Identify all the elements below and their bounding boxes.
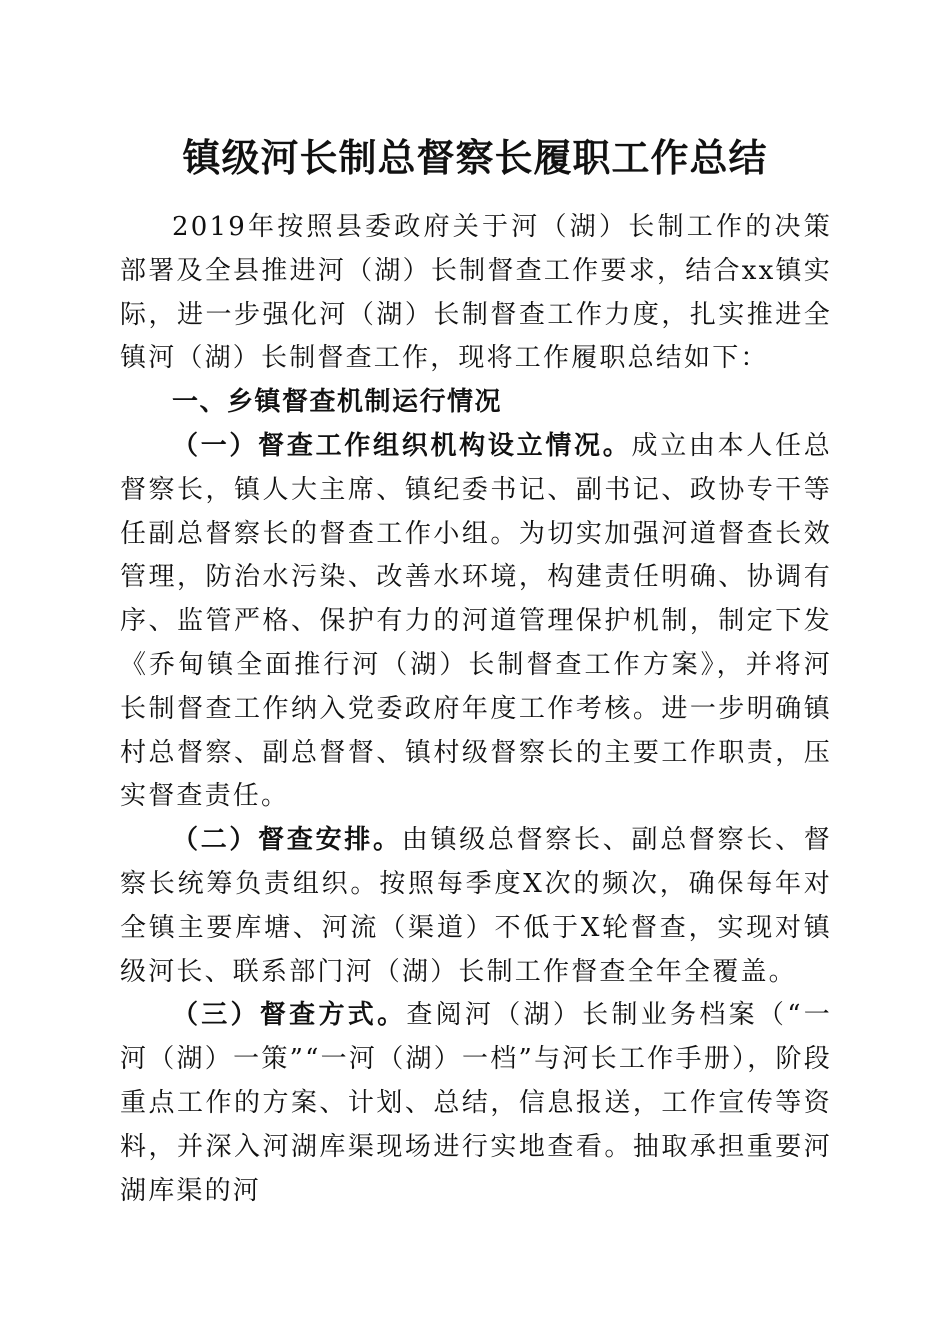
paragraph-lead: （一）督查工作组织机构设立情况。	[172, 430, 632, 461]
section-heading: 一、乡镇督查机制运行情况	[172, 387, 503, 418]
paragraph-text: 成立由本人任总督察长，镇人大主席、镇纪委书记、副书记、政协专干等任副总督察长的督查工作小组。为切实加强河道督查长效管理，防治水污染、改善水环境，构建责任明确、协调有序、监管严格、保护有力的河道管理保护机制，制定下发《乔甸镇全面推行河（湖）长制督查工作方案》，并将河长制督查工作纳入党委政府年度工作考核。进一步明确镇村总督察、副总督督、镇村级督察长的主要工作职责，压实督查责任。	[120, 430, 832, 812]
document-title: 镇级河长制总督察长履职工作总结	[182, 135, 768, 180]
paragraph-lead: （三）督查方式。	[172, 1000, 407, 1031]
paragraph-text: 由镇级总督察长、副总督察长、督察长统筹负责组织。按照每季度X次的频次，确保每年对全镇主要库塘、河流（渠道）不低于X轮督查，实现对镇级河长、联系部门河（湖）长制工作督查全年全覆盖。	[120, 825, 832, 987]
paragraph-item-1	[120, 425, 832, 819]
paragraph-lead: （二）督查安排。	[172, 825, 402, 856]
document-body	[120, 206, 832, 1213]
paragraph-text: 查阅河（湖）长制业务档案（“一河（湖）一策”“一河（湖）一档”与河长工作手册），阶段重点工作的方案、计划、总结，信息报送，工作宣传等资料，并深入河湖库渠现场进行实地查看。抽取承担重要河湖库渠的河	[120, 1000, 832, 1206]
paragraph-item-3	[120, 994, 832, 1213]
intro-paragraph: 2019年按照县委政府关于河（湖）长制工作的决策部署及全县推进河（湖）长制督查工作要求，结合xx镇实际，进一步强化河（湖）长制督查工作力度，扎实推进全镇河（湖）长制督查工作，现将工作履职总结如下：	[120, 212, 832, 374]
paragraph-item-2	[120, 819, 832, 994]
